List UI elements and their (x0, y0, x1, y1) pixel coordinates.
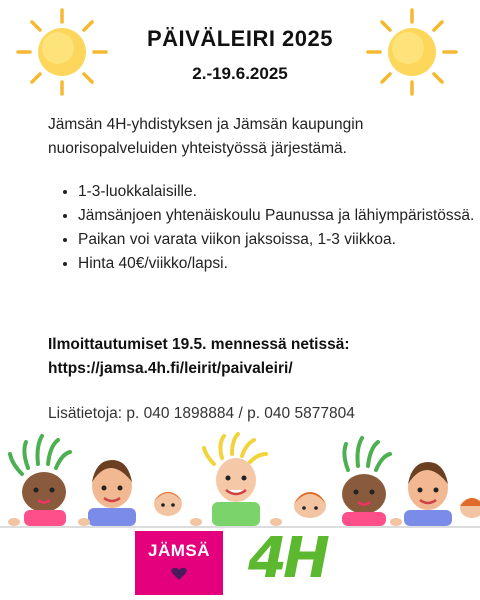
child-figure (404, 462, 452, 526)
child-figure (342, 438, 390, 526)
child-figure (460, 498, 480, 518)
4h-logo (248, 526, 344, 594)
child-figure (88, 460, 136, 526)
list-item: • Jämsänjoen yhtenäiskoulu Paunussa ja lähiympäristössä. (78, 204, 478, 228)
list-item: • Hinta 40€/viikko/lapsi. (78, 252, 478, 276)
heart-icon (171, 567, 187, 581)
list-item: • Paikan voi varata viikon jaksoissa, 1-3 viikkoa. (78, 228, 478, 252)
intro-text: Jämsän 4H-yhdistyksen ja Jämsän kaupungin nuorisopalveluiden yhteistyössä järjestämä. (48, 116, 364, 157)
child-figure (10, 436, 70, 526)
4h-logo-text: 4H (248, 526, 326, 591)
child-figure (154, 492, 182, 516)
jamsa-logo (135, 531, 223, 595)
registration-link[interactable]: https://jamsa.4h.fi/leirit/paivaleiri/ (48, 360, 293, 377)
event-dates: 2.-19.6.2025 (192, 64, 288, 83)
registration-heading: Ilmoittautumiset 19.5. mennessä netissä: (48, 336, 350, 353)
children-illustration (0, 430, 480, 530)
page-title: PÄIVÄLEIRI 2025 (146, 26, 333, 51)
child-figure (294, 492, 326, 518)
list-item: • 1-3-luokkalaisille. (78, 180, 478, 204)
contact-info: Lisätietoja: p. 040 1898884 / p. 040 5877804 (48, 405, 355, 422)
jamsa-logo-text: JÄMSÄ (147, 541, 210, 560)
info-list (48, 180, 478, 276)
child-figure (204, 434, 266, 526)
